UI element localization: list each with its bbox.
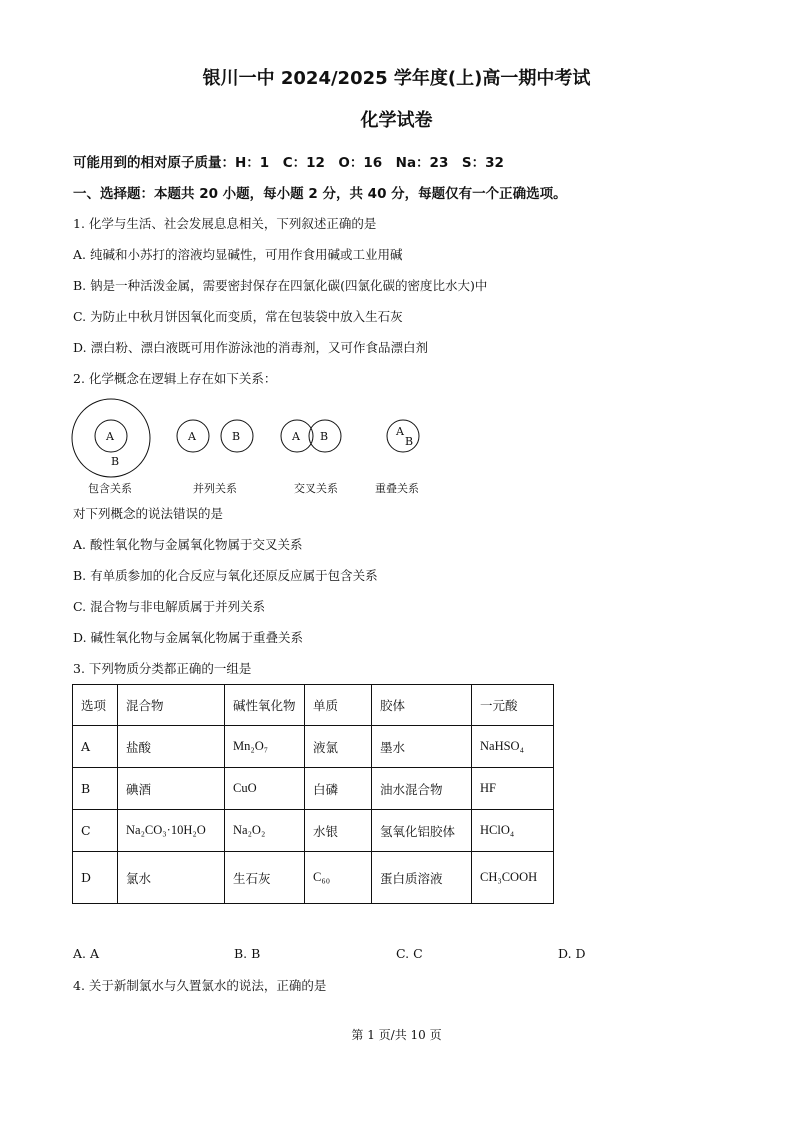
question-3-answer-d: D. D [558, 946, 586, 961]
exam-title: 银川一中 2024/2025 学年度(上)高一期中考试 [202, 68, 591, 89]
question-1-option-b: B. 钠是一种活泼金属，需要密封保存在四氯化碳(四氯化碳的密度比水大)中 [73, 278, 488, 293]
question-1-option-c: C. 为防止中秋月饼因氧化而变质，常在包装袋中放入生石灰 [73, 309, 403, 324]
table-cell: 水银 [305, 810, 372, 852]
classification-table [72, 684, 554, 904]
table-row [73, 768, 554, 810]
question-1-option-d: D. 漂白粉、漂白液既可用作游泳池的消毒剂，又可作食品漂白剂 [73, 340, 429, 355]
relation-label-intersect: 交叉关系 [294, 482, 338, 495]
label-a: A [188, 430, 196, 443]
table-cell: D [73, 852, 118, 904]
question-1-stem: 1. 化学与生活、社会发展息息相关，下列叙述正确的是 [73, 216, 377, 231]
label-a: A [292, 430, 300, 443]
relation-label-containment: 包含关系 [88, 482, 132, 495]
table-cell: 碘酒 [118, 768, 225, 810]
label-a: A [106, 430, 114, 443]
table-header: 碱性氧化物 [225, 685, 305, 726]
table-cell: 白磷 [305, 768, 372, 810]
relation-label-overlap: 重叠关系 [375, 482, 419, 495]
label-b: B [232, 430, 241, 443]
question-3-answer-b: B. B [234, 946, 261, 961]
table-cell: Mn₂O₇ [225, 726, 305, 768]
table-header: 胶体 [372, 685, 472, 726]
label-b: B [405, 435, 414, 448]
table-cell: 生石灰 [225, 852, 305, 904]
relation-label-parallel: 并列关系 [193, 482, 237, 495]
table-row [73, 852, 554, 904]
section-heading: 一、选择题：本题共 20 小题，每小题 2 分，共 40 分，每题仅有一个正确选项。 [73, 186, 567, 202]
question-3-answer-a: A. A [73, 946, 100, 961]
table-cell: C₆₀ [305, 852, 372, 904]
question-2-prompt: 对下列概念的说法错误的是 [73, 506, 224, 521]
table-cell: HF [472, 768, 554, 810]
table-row [73, 810, 554, 852]
table-cell: Na₂CO₃·10H₂O [118, 810, 225, 852]
page-number: 第 1 页/共 10 页 [351, 1028, 442, 1042]
table-row [73, 726, 554, 768]
question-2-option-a: A. 酸性氧化物与金属氧化物属于交叉关系 [73, 537, 303, 552]
table-header: 选项 [73, 685, 118, 726]
question-2-stem: 2. 化学概念在逻辑上存在如下关系： [73, 371, 277, 386]
question-2-option-d: D. 碱性氧化物与金属氧化物属于重叠关系 [73, 630, 304, 645]
table-header-row [73, 685, 554, 726]
table-cell: 氯水 [118, 852, 225, 904]
table-cell: Na₂O₂ [225, 810, 305, 852]
atomic-masses: 可能用到的相对原子质量：H：1 C：12 O：16 Na：23 S：32 [73, 155, 504, 171]
table-cell: CH₃COOH [472, 852, 554, 904]
paper-subtitle: 化学试卷 [360, 110, 433, 131]
table-cell: 盐酸 [118, 726, 225, 768]
table-header: 单质 [305, 685, 372, 726]
table-cell: 氢氧化铝胶体 [372, 810, 472, 852]
question-4-stem: 4. 关于新制氯水与久置氯水的说法，正确的是 [73, 978, 327, 993]
table-cell: A [73, 726, 118, 768]
question-2-option-c: C. 混合物与非电解质属于并列关系 [73, 599, 266, 614]
table-cell: CuO [225, 768, 305, 810]
table-cell: C [73, 810, 118, 852]
label-b: B [111, 455, 120, 468]
table-cell: 墨水 [372, 726, 472, 768]
table-header: 混合物 [118, 685, 225, 726]
table-header: 一元酸 [472, 685, 554, 726]
table-cell: NaHSO₄ [472, 726, 554, 768]
question-1-option-a: A. 纯碱和小苏打的溶液均显碱性，可用作食用碱或工业用碱 [73, 247, 403, 262]
table-cell: 蛋白质溶液 [372, 852, 472, 904]
table-cell: 油水混合物 [372, 768, 472, 810]
question-3-stem: 3. 下列物质分类都正确的一组是 [73, 661, 252, 676]
label-b: B [320, 430, 329, 443]
table-cell: B [73, 768, 118, 810]
question-3-answer-c: C. C [396, 946, 423, 961]
label-a: A [396, 425, 404, 438]
table-cell: 液氯 [305, 726, 372, 768]
table-cell: HClO₄ [472, 810, 554, 852]
question-2-option-b: B. 有单质参加的化合反应与氧化还原反应属于包含关系 [73, 568, 378, 583]
